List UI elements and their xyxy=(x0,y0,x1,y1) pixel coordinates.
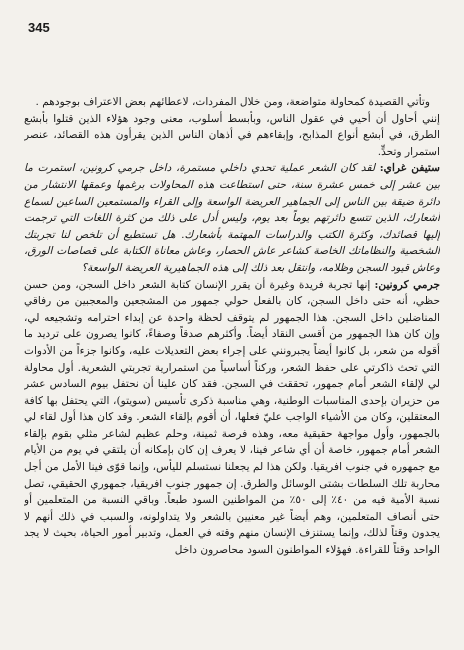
interview-answer xyxy=(24,277,440,559)
intro-paragraph: وتأتي القصيدة كمحاولة متواضعة، ومن خلال المفردات، لاعطائهم بعض الاعتراف بوجودهم . xyxy=(35,96,430,108)
page-number: 345 xyxy=(28,20,50,35)
poet-statement-paragraph: إنني أحاول أن أحيي في عقول الناس، وبأبسط أسلوب، معنى وجود هؤلاء الذين قتلوا بأبشع الطرق، في أبشع أنواع المذابح، وإبقاءهم في أذهان الناس الذين يقرأون هذه القصائد، عنصر استمرار وتحدٍّ. xyxy=(24,112,440,158)
answer-text: إنها تجربة فريدة وغيرة أن يقرر الإنسان كتابة الشعر داخل السجن، ومن حسن حظي، أنه حتى داخل السجن، كان بالفعل حولي جمهور من المشجعين والمعجبين من رفاقي المناضلين داخل السجن. هذا الجمهور لم يتوقف لحظة واحدة عن إبداء احترامه وتشجيعه لي، وإن كان هذا الجمهور من أقسى النقاد أيضاً. وأكثرهم صدقاً وصفاءً، كانوا يصرون على ترديد ما أقوله من شعر، بل كانوا أيضاً يجبرونني على إجراء بعض التعديلات عليه، وكانوا جزءاً من الأدوات التي تحث ذاكرتي على حفظ الشعر، وركناً أساسياً من استمرارية تجربتي الشعرية. أول محاولة لي لإلقاء الشعر أمام جمهور، تحققت في السجن. فقد كان علينا أن نحتفل بيوم السادس عشر من حزيران بإحدى المناسبات الوطنية، وهي مناسبة ذكرى تأسيس (سويتو)، التي يحتفل بها كافة المعتقلين، وكان من الأشياء الواجب عليّ فعلها، أن أقوم بإلقاء الشعر. وقد كان هذا أول لقاء لي بالجمهور، وأول مواجهة حقيقية معه، وهذه فرصة ثمينة، وحلم عظيم لشاعر مثلي بقوم بإلقاء الشعر أمام جمهور، خاصة أن أي شاعر فينا، لا يعرف إن كان بإمكانه أن يلتقي في يوم من الأيام مع جمهوره في جنوب افريقيا. ولكن هذا لم يجعلنا نستسلم لليأس، وإنما قوّى فينا الأمل من أجل محاربة تلك السلطات بشتى الوسائل والطرق. إن جمهور جنوب افريقيا، جمهوري الحقيقي، تصل نسبة الأمية فيه من ٤٠٪ إلى ٥٠٪ من المواطنين السود طبعاً. وباقي النسبة من المتعلمين أو حتى أنصاف المتعلمين، وهم أيضاً غير معنيين بالشعر ولا يتداولونه، والسبب في ذلك أنهم لا يجدون وقتاً لذلك، وإنما يستنزف الإنسان منهم وقته في العمل، وتدبير أمور الحياة، بحيث لا يجد الواحد وقتاً للقراءة. فهؤلاء المواطنون السود محاصرون داخل xyxy=(24,278,440,557)
page-content xyxy=(24,94,440,642)
question-speaker: ستيفن غراي: xyxy=(379,162,440,175)
question-text: لقد كان الشعر عملية تحدي داخلي مستمرة، داخل جرمي كرونين، استمرت ما بين عشر إلى خمس عشرة سنة، حتى استطاعت هذه المحاولات برغمها وعمقها الانتشار من دائرة ضيقة بين الناس إلى الجماهير العريضة الواسعة وإلى القراء والمستمعين الساعين لسماع أشعارك، الذين تتسع دائرتهم يوماً بعد يوم، وليس أدل على ذلك من كثرة اللغات التي ترجمت إليها قصائدك، وكثرة الكتب والدراسات المهتمة بأشعارك. هل تستطيع أن تلخص لنا تجربتك الشخصية والنظاماتك الخاصة كشاعر عاش الحصار، وعاش معاناة الكتابة على قصاصات الورق، وعاش قيود السجن وظلامه، وانتقل بعد ذلك إلى هذه الجماهيرية العريضة الواسعة؟ xyxy=(24,162,440,274)
answer-speaker: جرمي كرونين: xyxy=(374,278,440,291)
interview-question xyxy=(24,160,440,276)
